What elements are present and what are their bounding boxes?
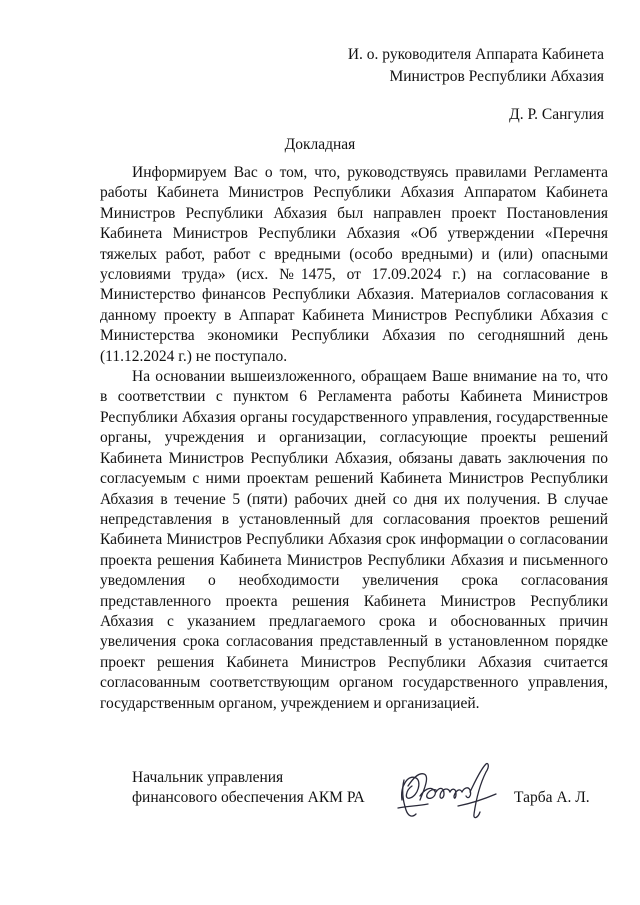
addressee-position-line-2: Министров Республики Абхазия bbox=[389, 68, 604, 85]
signatory-name: Тарба А. Л. bbox=[514, 789, 590, 806]
addressee-block bbox=[348, 44, 604, 126]
signatory-position-line-1: Начальник управления bbox=[132, 769, 284, 786]
document-body bbox=[100, 163, 608, 714]
document-title: Докладная bbox=[284, 136, 356, 153]
handwritten-signature bbox=[394, 756, 504, 826]
signatory-position-line-2: финансового обеспечения АКМ РА bbox=[132, 789, 365, 807]
addressee-position-line-1: И. о. руководителя Аппарата Кабинета bbox=[347, 46, 604, 63]
signature-block bbox=[132, 768, 612, 838]
signatory-position bbox=[132, 768, 365, 809]
body-paragraph-1: Информируем Вас о том, что, руководствуясь правилами Регламента работы Кабинета Министров Республики Абхазия Аппаратом Кабинета Министров Республики Абхазия был направлен проект Постановления Кабинета Министров Республики Абхазия «Об утверждении «Перечня тяжелых работ, работ с вредными (особо вредными) и (или) опасными условиями труда» (исх. №1475, от 17.09.2024 г.) на согласование в Министерство финансов Республики Абхазия. Материалов согласования к данному проекту в Аппарат Кабинета Министров Республики Абхазия с Министерства экономики Республики Абхазия по сегодняшний день (11.12.2024 г.) не поступало. bbox=[100, 164, 608, 365]
addressee-name: Д. Р. Сангулия bbox=[509, 106, 604, 123]
body-paragraph-2: На основании вышеизложенного, обращаем Ваше внимание на то, что в соответствии с пунктом 6 Регламента работы Кабинета Министров Республики Абхазия органы государственного управления, государственные органы, учреждения и организации, согласующие проекты решений Кабинета Министров Республики Абхазия, обязаны давать заключения по согласуемым с ними проектам решений Кабинета Министров Республики Абхазия в течение 5 (пяти) рабочих дней со дня их получения. В случае непредставления в установленный для согласования проектов решений Кабинета Министров Республики Абхазия срок информации о согласовании проекта решения Кабинета Министров Республики Абхазия и письменного уведомления о необходимости увеличения срока согласования представленного проекта решения Кабинета Министров Республики Абхазия с указанием предлагаемого срока и обоснованных причин увеличения срока согласования представленный в установленном порядке проект решения Кабинета Министров Республики Абхазия считается согласованным соответствующим органом государственного управления, государственным органом, учреждением и организацией. bbox=[100, 368, 608, 712]
